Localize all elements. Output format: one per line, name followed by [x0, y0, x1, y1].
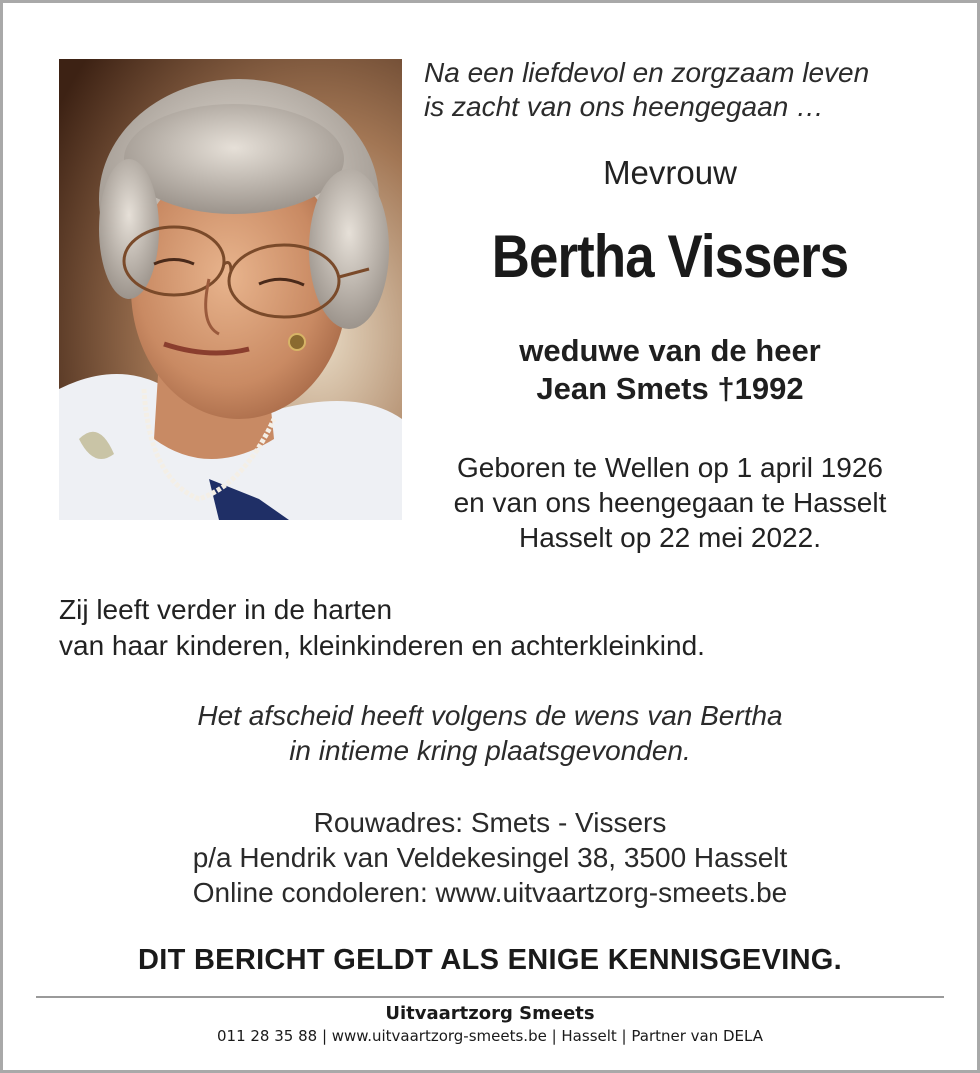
born-line-2: en van ons heengegaan te Hasselt: [453, 487, 887, 518]
farewell-line-2: in intieme kring plaatsgevonden.: [289, 735, 691, 766]
lives-line-1: Zij leeft verder in de harten: [59, 594, 393, 625]
farewell-text: [0, 698, 980, 768]
birth-death-text: [420, 450, 920, 555]
funeral-home-info: 011 28 35 88 | www.uitvaartzorg-smeets.be | Hasselt | Partner van DELA: [216, 1027, 763, 1045]
farewell-line-1: Het afscheid heeft volgens de wens van Bertha: [197, 700, 783, 731]
widow-line-1: weduwe van de heer: [519, 333, 821, 368]
official-notice: DIT BERICHT GELDT ALS ENIGE KENNISGEVING.: [137, 944, 843, 976]
lives-line-2: van haar kinderen, kleinkinderen en achterkleinkind.: [59, 630, 705, 661]
widow-text: [420, 332, 920, 408]
widow-line-2: Jean Smets †1992: [536, 371, 804, 406]
intro-text: [424, 56, 964, 124]
funeral-home-name: Uitvaartzorg Smeets: [385, 1003, 595, 1024]
address-line-3: Online condoleren: www.uitvaartzorg-smeets.be: [192, 877, 788, 908]
address-line-2: p/a Hendrik van Veldekesingel 38, 3500 Hasselt: [192, 842, 788, 873]
deceased-name: Bertha Vissers: [491, 223, 849, 290]
honorific: Mevrouw: [603, 154, 737, 191]
intro-line-2: is zacht van ons heengegaan …: [424, 91, 825, 122]
portrait-photo: [59, 59, 402, 520]
footer-divider: [36, 996, 944, 998]
address-line-1: Rouwadres: Smets - Vissers: [313, 807, 667, 838]
born-line-1: Geboren te Wellen op 1 april 1926: [457, 452, 883, 483]
born-line-3: Hasselt op 22 mei 2022.: [519, 522, 821, 553]
remembrance-text: [59, 592, 939, 664]
intro-line-1: Na een liefdevol en zorgzaam leven: [424, 57, 870, 88]
mourning-address: [0, 805, 980, 910]
